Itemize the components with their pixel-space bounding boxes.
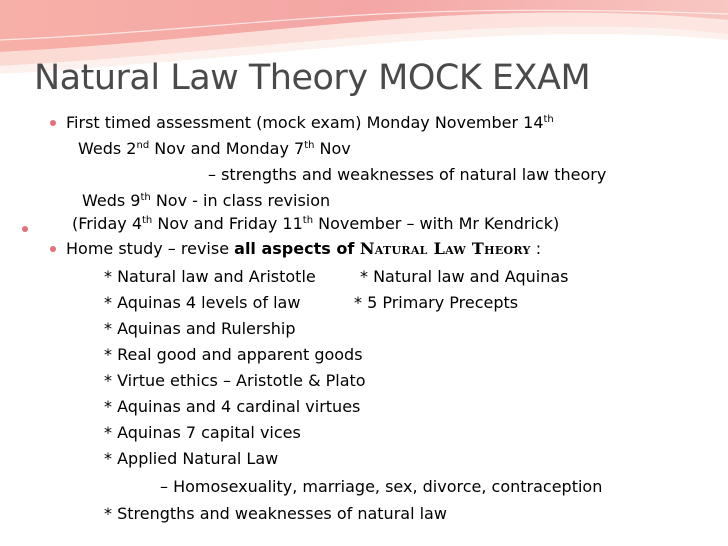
friday-c: November – with Mr Kendrick) [313,214,560,233]
bullet-line-home-study [66,239,541,259]
strengths-line: – strengths and weaknesses of natural law theory [208,165,607,184]
home-study-colon: : [530,239,542,258]
weds2-a: Weds 2 [78,139,137,158]
topic-row-6: * Aquinas 7 capital vices [104,423,301,442]
friday-b: Nov and Friday 11 [152,214,303,233]
weds2-b: Nov and Monday 7 [149,139,305,158]
topic-natural-law-aquinas: * Natural law and Aquinas [360,267,569,286]
weds9-b: Nov - in class revision [150,191,331,210]
weds9-a: Weds 9 [82,191,141,210]
page-title: Natural Law Theory MOCK EXAM [34,58,591,98]
topic-aquinas-4-levels: * Aquinas 4 levels of law [104,293,301,312]
weds-2nd-line [78,139,351,159]
topic-row-3: * Real good and apparent goods [104,345,363,364]
bullet-dot-2 [50,246,56,252]
first-assessment-sup: th [543,114,554,125]
weds9-sup: th [140,192,151,203]
home-study-bold: all aspects of [234,239,360,258]
topic-row-0 [104,267,316,287]
topic-row-5: * Aquinas and 4 cardinal virtues [104,397,361,416]
topic-row-7: * Applied Natural Law [104,449,279,468]
weds-9th-line [82,191,330,211]
topic-row-1b [354,293,518,313]
topic-natural-law-aristotle: * Natural law and Aristotle [104,267,316,286]
topic-row-last: * Strengths and weaknesses of natural law [104,504,447,523]
friday-sup: th [142,215,153,226]
home-study-text: Home study – revise [66,239,235,258]
bullet-dot [22,226,28,232]
topic-row-1 [104,293,300,313]
topic-row-4: * Virtue ethics – Aristotle & Plato [104,371,366,390]
home-study-caps: Natural Law Theory [359,239,531,258]
bullet-dot-1 [50,120,56,126]
topic-row-2: * Aquinas and Rulership [104,319,296,338]
friday-sup2: th [302,215,314,226]
bullet-line-first-assessment [66,113,554,133]
weds2-sup2: th [304,140,315,151]
topic-row-0b [360,267,568,287]
first-assessment-text: First timed assessment (mock exam) Monday November 14 [66,113,544,132]
friday-line [72,214,559,234]
applied-sub-line: – Homosexuality, marriage, sex, divorce, contraception [160,477,603,496]
weds2-sup: nd [136,140,150,151]
topic-primary-precepts: * 5 Primary Precepts [354,293,519,312]
weds2-c: Nov [314,139,351,158]
friday-a: (Friday 4 [72,214,142,233]
